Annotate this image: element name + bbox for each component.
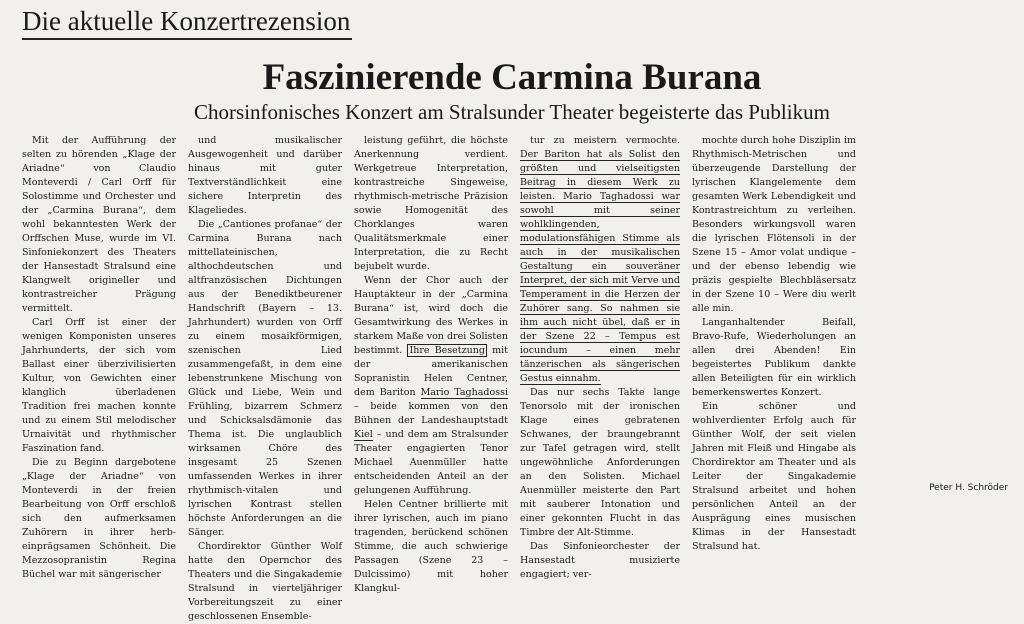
paragraph: Carl Orff ist einer der wenigen Komponisten unseres Jahrhunderts, der sich vom Ballast einer überzivilisierten Kultur, von Gewichten einer klanglich überladenen Tradition frei machen konnte und zu einem Stil melodischer Urnaivität und rhythmischer Faszination fand.	[22, 317, 176, 454]
article-column-3	[354, 134, 508, 594]
article-subhead: Chorsinfonisches Konzert am Stralsunder Theater begeisterte das Publikum	[194, 100, 830, 124]
paragraph: Das nur sechs Takte lange Tenorsolo mit der ironischen Klage eines gebratenen Schwanes, der braungebrannt zur Tafel getragen wird, stellt ungewöhnliche Anforderungen an den Solisten. Michael Auenmüller meisterte den Part mit sauberer Intonation und einer gekonnten Flucht in das Timbre der Alt-Stimme.	[520, 387, 680, 538]
text-span: – und dem am Stralsunder Theater engagierten Tenor Michael Auenmüller hatte entscheidenden Anteil an der gelungenen Aufführung.	[354, 429, 508, 496]
text-span: Wenn der Chor auch der Hauptakteur in der „Carmina Burana“ ist, wird doch die Gesamtwirkung des Werkes in starkem Maße von drei Solisten bestimmt.	[354, 275, 508, 356]
article-column-5	[692, 134, 856, 552]
article-column-6	[864, 134, 1014, 482]
paragraph	[520, 134, 680, 386]
article-column-2	[188, 134, 342, 622]
article-column-4	[520, 134, 680, 580]
text-span: – beide kommen von den Bühnen der Landeshauptstadt	[354, 401, 508, 426]
paragraph: Die zu Beginn dargebotene „Klage der Ariadne“ von Monteverdi in der freien Bearbeitung von Orff erschloß sich den aufmerksamen Zuhörern in ihrer herb-einprägsamen Schönheit. Die Mezzosopranistin Regina Büchel war mit sängerischer	[22, 457, 176, 580]
article-column-1	[22, 134, 176, 580]
underlined-passage: Der Bariton hat als Solist den größten und vielseitigsten Beitrag in diesem Werk zu leisten. Mario Taghadossi war sowohl mit seiner wohlklingenden, modulationsfähigen Stimme als auch in der musikalischen Gestaltung ein souveräner Interpret, der sich mit Verve und Temperament in die Herzen der Zuhörer sang. So nahmen sie ihm auch nicht übel, daß er in der Szene 22 – Tempus est iocundum – einen mehr tänzerischen als sängerischen Gestus einnahm.	[520, 149, 680, 384]
text-span: mit der amerikanischen Sopranistin Helen Centner, dem Bariton	[354, 345, 508, 398]
article-headline: Faszinierende Carmina Burana	[262, 57, 762, 98]
paragraph: Die „Cantiones profanae“ der Carmina Burana nach mittellateinischen, althochdeutschen und altfranzösischen Dichtungen aus der Benediktbeurener Handschrift (Bayern – 13. Jahrhundert) wurden von Orff zu einem mosaikförmigen, szenischen Lied zusammengefaßt, in dem eine lebenstrunkene Mischung von Glück und Liebe, Wein und Frühling, bizarrem Schmerz und Schicksalsdämonie das Thema ist. Die unglaublich wirksamen Chöre des insgesamt 25 Szenen umfassenden Werkes in ihrer rhythmisch-vitalen und lyrischen Kontrast stellen höchste Anforderungen an die Sänger.	[188, 219, 342, 538]
paragraph: Mit der Aufführung der selten zu hörenden „Klage der Ariadne“ von Claudio Monteverdi / Carl Orff für Solostimme und Orchester und der „Carmina Burana“, dem wohl bekanntesten Werk der Orffschen Muse, wurde im VI. Sinfoniekonzert des Theaters der Hansestadt Stralsund eine Klangwelt origineller und kontrastreicher Prägung vermittelt.	[22, 135, 176, 314]
paragraph: und musikalischer Ausgewogenheit und darüber hinaus mit guter Textverständlichkeit eine sichere Interpretin des Klageliedes.	[188, 135, 342, 216]
boxed-phrase: Ihre Besetzung	[409, 345, 485, 356]
paragraph: leistung geführt, die höchste Anerkennung verdient. Werkgetreue Interpretation, kontrastreiche Singeweise, rhythmisch-metrische Präzision sowie Homogenität des Chorklanges waren Qualitätsmerkmale einer Interpretation, die zu Recht bejubelt wurde.	[354, 135, 508, 272]
paragraph: Chordirektor Günther Wolf hatte den Opernchor des Theaters und die Singakademie Stralsund in vierteljähriger Vorbereitungszeit zu einer geschlossenen Ensemble-	[188, 541, 342, 622]
paragraph: Ein schöner und wohlverdienter Erfolg auch für Günther Wolf, der seit vielen Jahren mit Fleiß und Hingabe als Chordirektor am Theater und als Leiter der Singakademie Stralsund arbeitet und hohen persönlichen Anteil an der Ausprägung eines musischen Klimas in der Hansestadt Stralsund hat.	[692, 401, 856, 552]
paragraph: mochte durch hohe Disziplin im Rhythmisch-Metrischen und überzeugende Darstellung der lyrischen Klangelemente dem gesamten Werk Lebendigkeit und Kontrastreichtum zu verleihen. Besonders wirkungsvoll waren die lyrischen Flötensoli in der Szene 15 – Amor volat undique – und der ebenso lebendig wie präzis gespielte Blechbläsersatz in der Szene 10 – Were diu werlt alle min.	[692, 135, 856, 314]
paragraph: Das Sinfonieorchester der Hansestadt musizierte engagiert; ver-	[520, 541, 680, 580]
underlined-name: Kiel	[354, 429, 373, 440]
paragraph: Langanhaltender Beifall, Bravo-Rufe, Wiederholungen an allen drei Abenden! Ein begeistertes Publikum dankte allen Beteiligten für ein wirklich bemerkenswertes Konzert.	[692, 317, 856, 398]
paragraph: Helen Centner brillierte mit ihrer lyrischen, auch im piano tragenden, berückend schönen Stimme, die auch schwierige Passagen (Szene 23 – Dulcissimo) mit hoher Klangkul-	[354, 499, 508, 594]
text-span: tur zu meistern vermochte.	[530, 135, 680, 146]
paragraph	[354, 274, 508, 498]
underlined-name: Mario Taghadossi	[420, 387, 508, 398]
article-byline: Peter H. Schröder	[929, 483, 1008, 493]
article-kicker: Die aktuelle Konzertrezension	[22, 4, 352, 40]
